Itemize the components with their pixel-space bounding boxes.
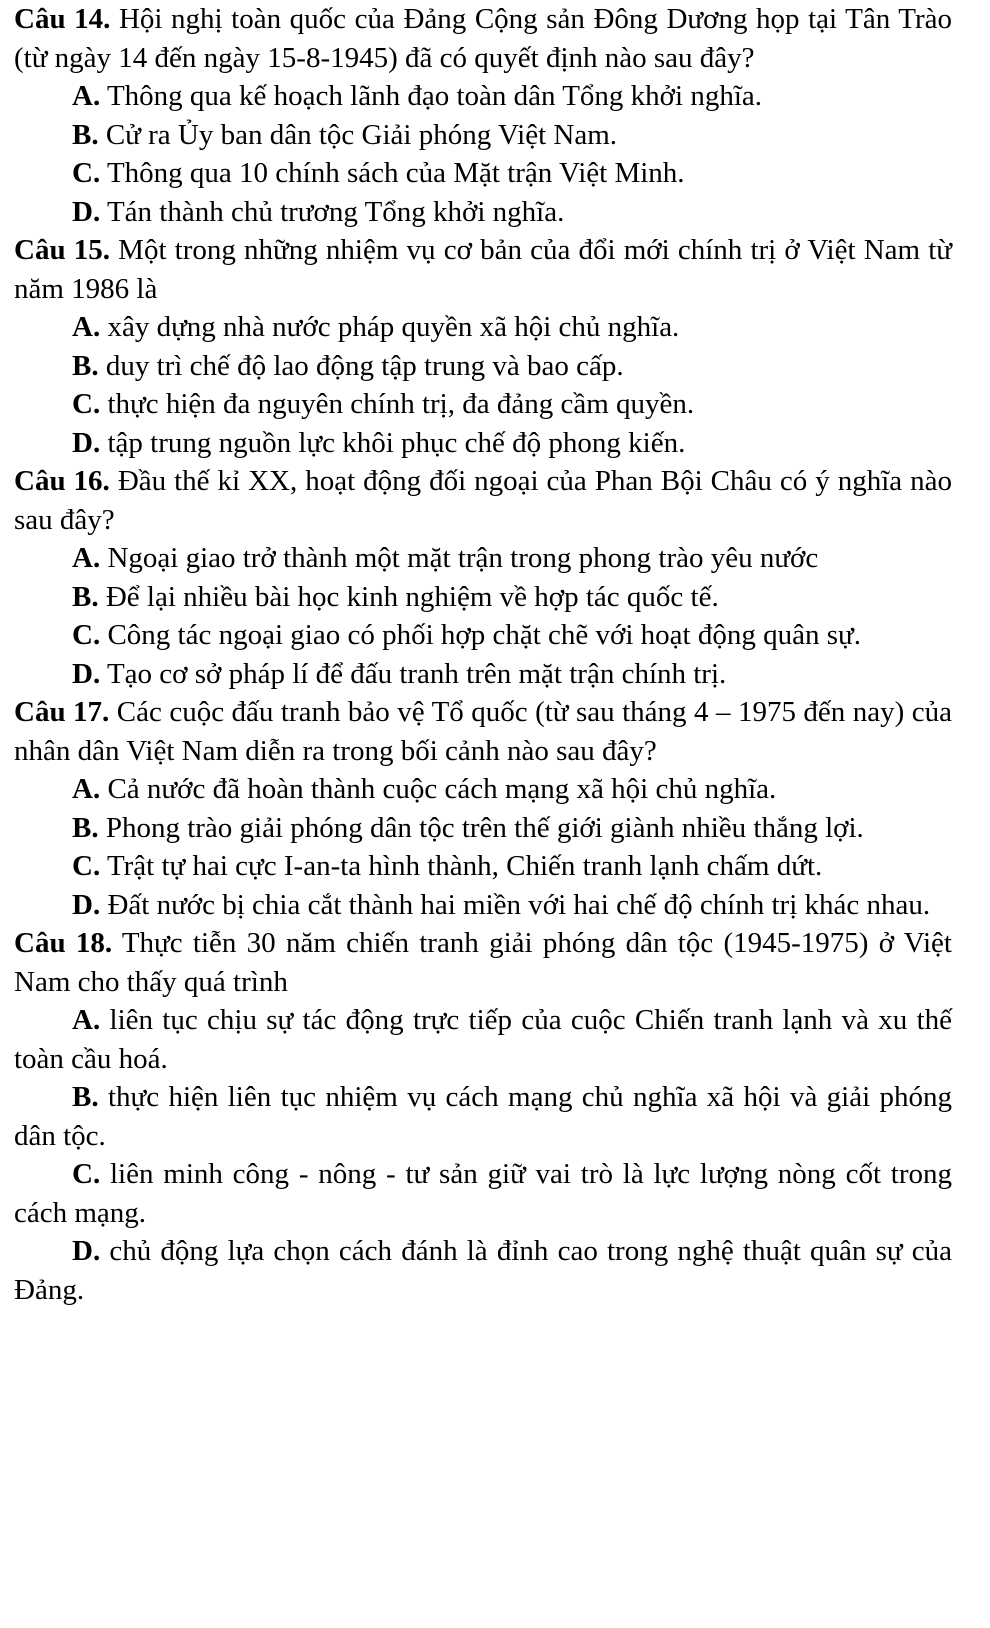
option-letter: C. xyxy=(72,1158,101,1190)
option-b xyxy=(14,578,952,617)
option-letter: B. xyxy=(72,1081,99,1113)
option-a xyxy=(14,539,952,578)
option-c xyxy=(14,385,952,424)
option-letter: C. xyxy=(72,850,101,882)
option-c xyxy=(14,847,952,886)
option-letter: C. xyxy=(72,157,101,189)
option-text: Cử ra Ủy ban dân tộc Giải phóng Việt Nam. xyxy=(105,118,618,151)
option-letter: A. xyxy=(72,1004,101,1036)
option-letter: B. xyxy=(72,349,99,382)
option-text: Cả nước đã hoàn thành cuộc cách mạng xã hội chủ nghĩa. xyxy=(107,773,777,805)
question-number: Câu 14. xyxy=(14,3,111,35)
option-letter: C. xyxy=(72,388,101,420)
question-18 xyxy=(14,924,952,1309)
option-letter: A. xyxy=(72,80,101,112)
option-letter: C. xyxy=(72,619,101,651)
option-letter: A. xyxy=(72,311,101,343)
option-d xyxy=(14,424,952,463)
question-number: Câu 15. xyxy=(14,234,110,266)
question-text: Hội nghị toàn quốc của Đảng Cộng sản Đông Dương họp tại Tân Trào (từ ngày 14 đến ngày 15-8-1945) đã có quyết định nào sau đây? xyxy=(14,3,953,74)
option-text: xây dựng nhà nước pháp quyền xã hội chủ nghĩa. xyxy=(107,311,680,343)
question-15 xyxy=(14,231,952,462)
question-number: Câu 18. xyxy=(14,927,113,959)
option-b xyxy=(14,116,952,155)
question-14 xyxy=(14,0,952,231)
option-letter: B. xyxy=(72,811,99,844)
question-17 xyxy=(14,693,952,924)
option-letter: A. xyxy=(72,773,101,805)
option-text: liên minh công - nông - tư sản giữ vai trò là lực lượng nòng cốt trong cách mạng. xyxy=(14,1158,953,1229)
option-text: duy trì chế độ lao động tập trung và bao cấp. xyxy=(105,349,624,382)
option-b xyxy=(14,347,952,386)
question-stem xyxy=(14,924,952,1001)
option-letter: B. xyxy=(72,118,99,151)
option-a xyxy=(14,308,952,347)
option-a xyxy=(14,77,952,116)
option-d xyxy=(14,886,952,925)
option-a xyxy=(14,770,952,809)
option-c xyxy=(14,616,952,655)
question-text: Một trong những nhiệm vụ cơ bản của đổi mới chính trị ở Việt Nam từ năm 1986 là xyxy=(14,234,953,305)
option-letter: D. xyxy=(72,1235,101,1267)
option-text: thực hiện liên tục nhiệm vụ cách mạng chủ nghĩa xã hội và giải phóng dân tộc. xyxy=(14,1081,953,1152)
option-text: Đất nước bị chia cắt thành hai miền với hai chế độ chính trị khác nhau. xyxy=(107,888,931,921)
question-16 xyxy=(14,462,952,693)
option-text: Tán thành chủ trương Tổng khởi nghĩa. xyxy=(106,195,565,228)
option-a xyxy=(14,1001,952,1078)
option-letter: A. xyxy=(72,542,101,574)
option-text: Phong trào giải phóng dân tộc trên thế giới giành nhiều thắng lợi. xyxy=(105,811,864,844)
question-stem xyxy=(14,0,952,77)
option-text: Ngoại giao trở thành một mặt trận trong phong trào yêu nước xyxy=(107,542,819,574)
exam-page xyxy=(14,0,952,1309)
question-stem xyxy=(14,693,952,770)
option-d xyxy=(14,655,952,694)
option-text: Tạo cơ sở pháp lí để đấu tranh trên mặt trận chính trị. xyxy=(106,657,727,690)
option-b xyxy=(14,1078,952,1155)
question-text: Đầu thế kỉ XX, hoạt động đối ngoại của Phan Bội Châu có ý nghĩa nào sau đây? xyxy=(14,465,952,536)
option-d xyxy=(14,193,952,232)
option-text: chủ động lựa chọn cách đánh là đỉnh cao trong nghệ thuật quân sự của Đảng. xyxy=(14,1235,953,1306)
option-text: liên tục chịu sự tác động trực tiếp của cuộc Chiến tranh lạnh và xu thế toàn cầu hoá. xyxy=(14,1004,953,1075)
option-text: Để lại nhiều bài học kinh nghiệm về hợp tác quốc tế. xyxy=(105,580,719,613)
option-letter: D. xyxy=(72,426,101,459)
question-number: Câu 17. xyxy=(14,696,110,728)
option-c xyxy=(14,154,952,193)
option-letter: B. xyxy=(72,580,99,613)
option-letter: D. xyxy=(72,195,101,228)
option-text: tập trung nguồn lực khôi phục chế độ phong kiến. xyxy=(107,426,686,459)
option-text: Thông qua kế hoạch lãnh đạo toàn dân Tổng khởi nghĩa. xyxy=(106,80,763,112)
option-c xyxy=(14,1155,952,1232)
option-letter: D. xyxy=(72,888,101,921)
question-number: Câu 16. xyxy=(14,465,110,497)
option-text: Công tác ngoại giao có phối hợp chặt chẽ với hoạt động quân sự. xyxy=(107,619,861,651)
question-stem xyxy=(14,231,952,308)
option-d xyxy=(14,1232,952,1309)
option-letter: D. xyxy=(72,657,101,690)
option-b xyxy=(14,809,952,848)
option-text: Thông qua 10 chính sách của Mặt trận Việt Minh. xyxy=(106,157,685,189)
option-text: Trật tự hai cực I-an-ta hình thành, Chiến tranh lạnh chấm dứt. xyxy=(106,850,823,882)
option-text: thực hiện đa nguyên chính trị, đa đảng cầm quyền. xyxy=(107,388,695,420)
question-text: Các cuộc đấu tranh bảo vệ Tổ quốc (từ sau tháng 4 – 1975 đến nay) của nhân dân Việt Nam diễn ra trong bối cảnh nào sau đây? xyxy=(14,696,952,767)
question-stem xyxy=(14,462,952,539)
question-text: Thực tiễn 30 năm chiến tranh giải phóng dân tộc (1945-1975) ở Việt Nam cho thấy quá trình xyxy=(14,927,952,998)
